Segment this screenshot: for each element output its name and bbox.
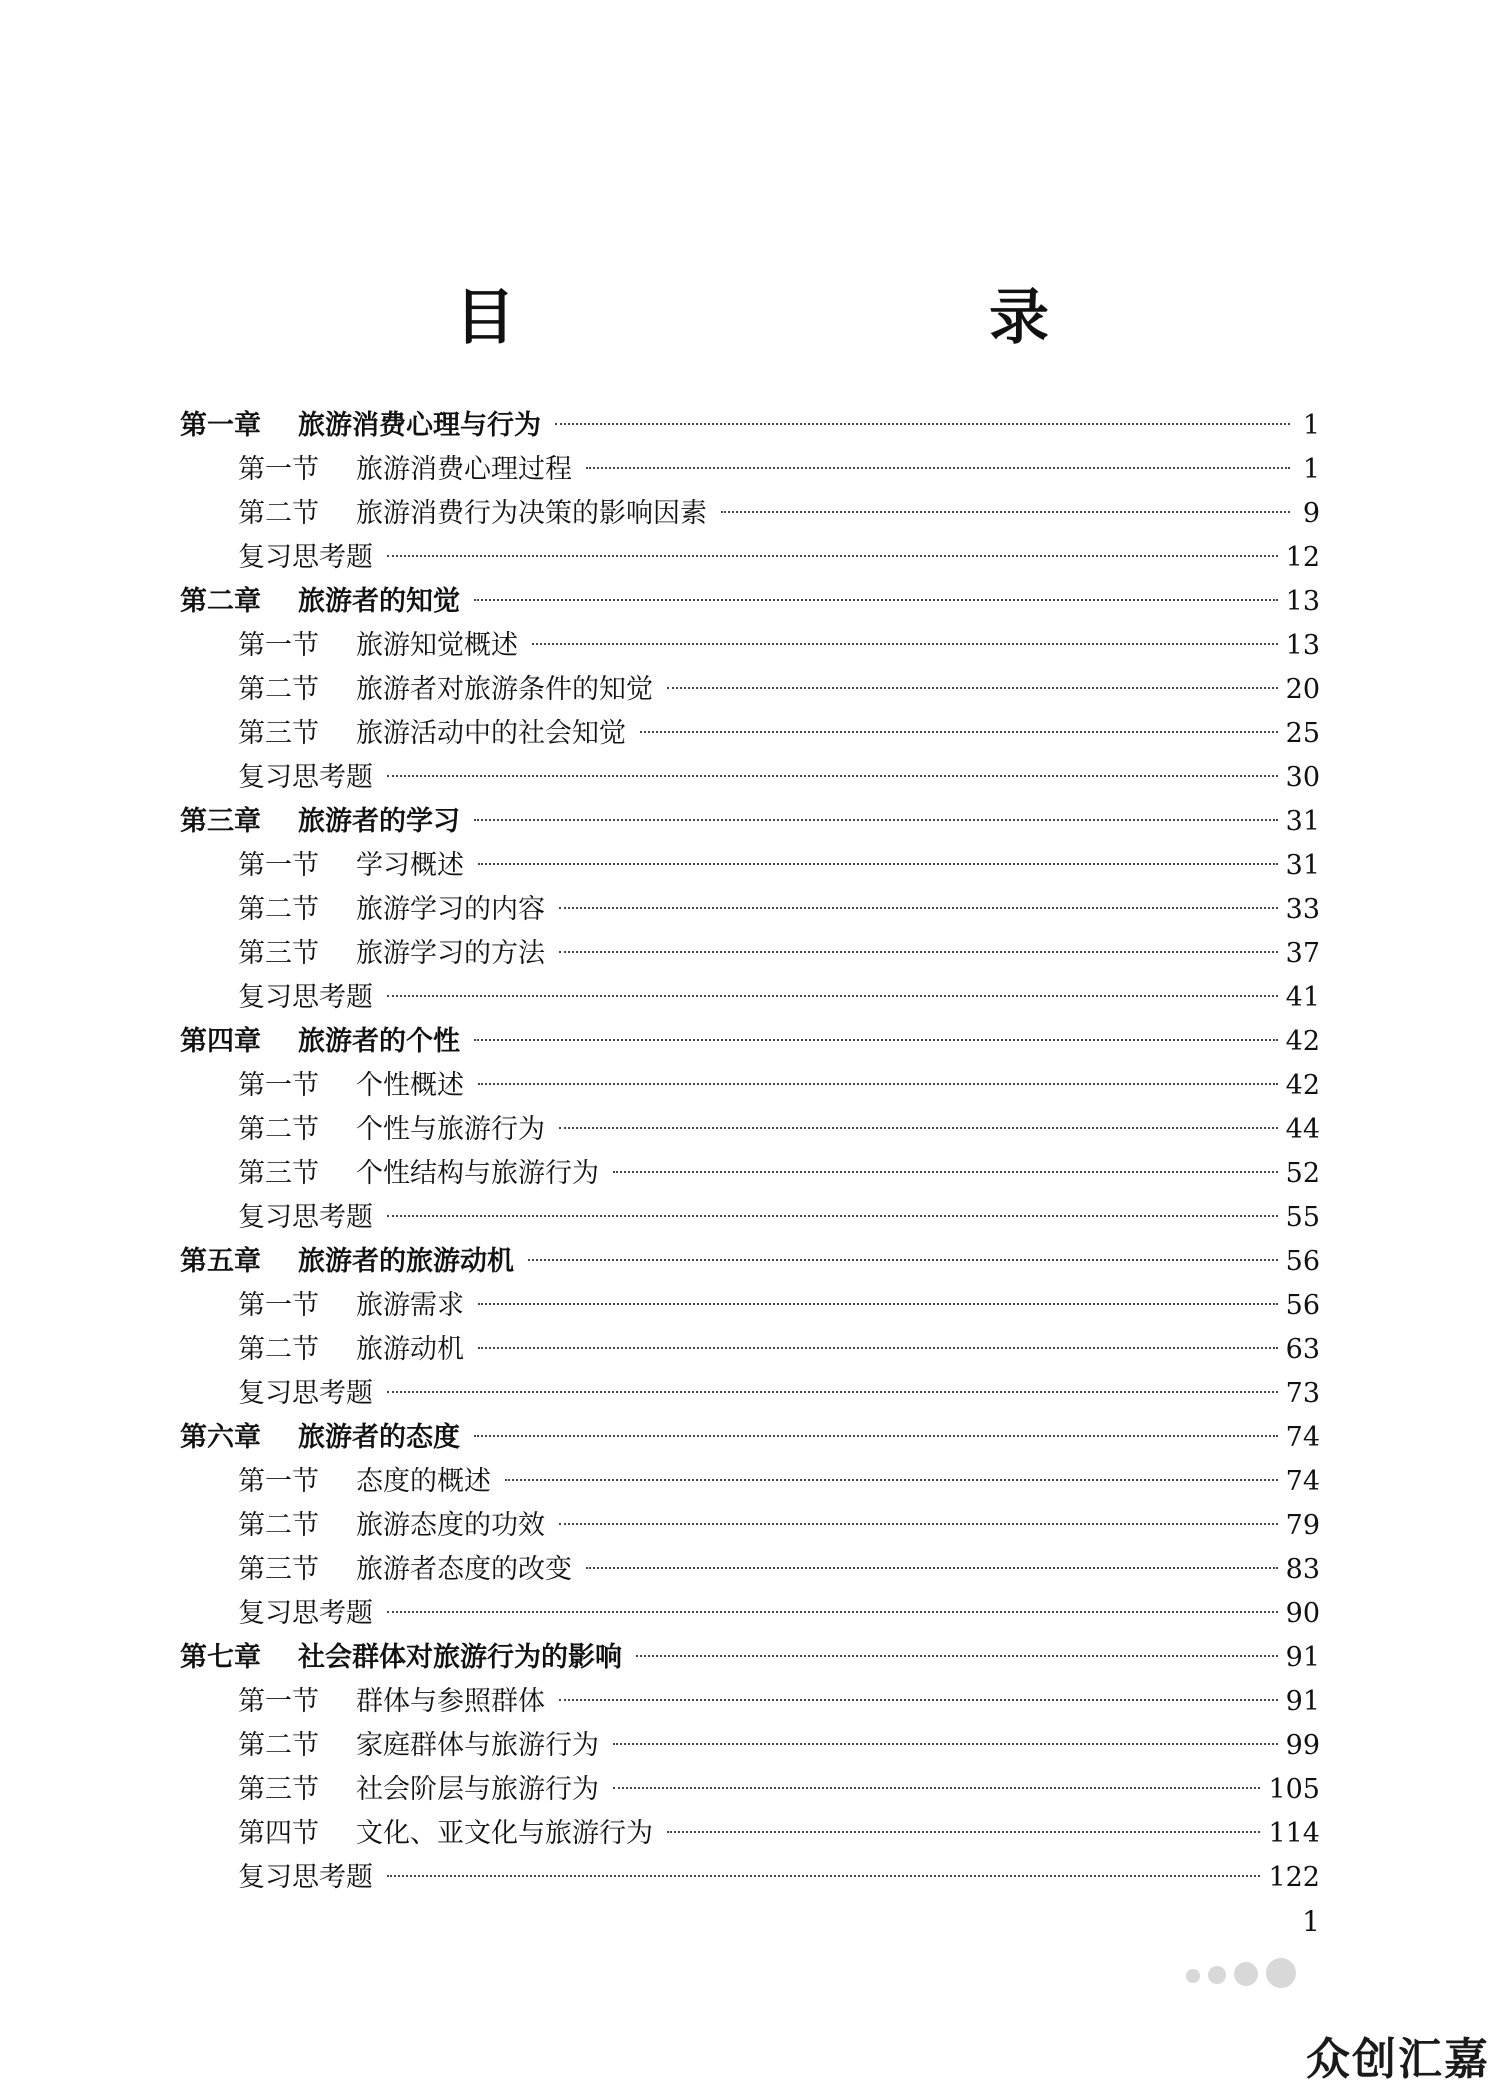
toc-section-row[interactable] (180, 1680, 1320, 1724)
page-number: 1 (1302, 1905, 1320, 1938)
toc-entry-title: 旅游消费心理过程 (356, 454, 572, 485)
toc-section-row[interactable] (180, 1152, 1320, 1196)
toc-entry-number: 第二节 (238, 498, 319, 529)
toc-entry-title: 旅游者态度的改变 (356, 1554, 572, 1585)
toc-review-row[interactable] (180, 1372, 1320, 1416)
toc-section-row[interactable] (180, 1724, 1320, 1768)
toc-entry-title: 旅游态度的功效 (356, 1510, 545, 1541)
toc-section-row[interactable] (180, 1460, 1320, 1504)
dot-leader (478, 1347, 1278, 1349)
toc-entry-number: 第六章 (180, 1422, 261, 1453)
dot-leader (474, 1039, 1278, 1041)
dot-leader (528, 1259, 1278, 1261)
toc-section-row[interactable] (180, 1548, 1320, 1592)
dot-leader (505, 1479, 1278, 1481)
dot-leader (586, 467, 1290, 469)
toc-entry-page: 31 (1285, 806, 1320, 837)
decorative-dot (1266, 1958, 1296, 1988)
toc-entry-title: 学习概述 (356, 850, 464, 881)
toc-entry-title: 个性与旅游行为 (356, 1114, 545, 1145)
toc-entry-title: 复习思考题 (238, 982, 373, 1013)
dot-leader (559, 1699, 1278, 1701)
toc-entry-title: 复习思考题 (238, 542, 373, 573)
toc-section-row[interactable] (180, 1504, 1320, 1548)
toc-entry-page: 105 (1268, 1774, 1320, 1805)
toc-entry-page: 52 (1285, 1158, 1320, 1189)
dot-leader (636, 1655, 1278, 1657)
toc-chapter-row[interactable] (180, 800, 1320, 844)
toc-entry-title: 旅游者的学习 (298, 806, 460, 837)
dot-leader (387, 1215, 1278, 1217)
toc-entry-title: 复习思考题 (238, 1862, 373, 1893)
dot-leader (387, 1875, 1260, 1877)
toc-entry-page: 42 (1285, 1026, 1320, 1057)
decorative-dot (1208, 1966, 1226, 1984)
toc-entry-page: 13 (1285, 630, 1320, 661)
toc-entry-number: 第三节 (238, 1554, 319, 1585)
toc-entry-number: 第三节 (238, 1774, 319, 1805)
toc-entry-title: 复习思考题 (238, 1598, 373, 1629)
toc-entry-title: 旅游者的旅游动机 (298, 1246, 514, 1277)
dot-leader (478, 1303, 1278, 1305)
toc-entry-number: 第七章 (180, 1642, 261, 1673)
toc-entry-page: 30 (1285, 762, 1320, 793)
toc-entry-page: 56 (1285, 1246, 1320, 1277)
toc-section-row[interactable] (180, 1064, 1320, 1108)
toc-chapter-row[interactable] (180, 1636, 1320, 1680)
toc-entry-page: 79 (1285, 1510, 1320, 1541)
toc-chapter-row[interactable] (180, 1416, 1320, 1460)
toc-section-row[interactable] (180, 932, 1320, 976)
toc-review-row[interactable] (180, 1196, 1320, 1240)
toc-section-row[interactable] (180, 624, 1320, 668)
dot-leader (474, 1435, 1278, 1437)
toc-chapter-row[interactable] (180, 1240, 1320, 1284)
toc-entry-number: 第一节 (238, 1070, 319, 1101)
toc-entry-title: 旅游者的个性 (298, 1026, 460, 1057)
toc-chapter-row[interactable] (180, 404, 1320, 448)
dot-leader (474, 599, 1278, 601)
toc-entry-number: 第四章 (180, 1026, 261, 1057)
toc-entry-number: 第二节 (238, 1510, 319, 1541)
toc-entry-page: 13 (1285, 586, 1320, 617)
toc-entry-title: 旅游消费行为决策的影响因素 (356, 498, 707, 529)
dot-leader (478, 863, 1278, 865)
toc-entry-number: 第一节 (238, 1290, 319, 1321)
dot-leader (559, 1127, 1278, 1129)
toc-entry-page: 33 (1285, 894, 1320, 925)
toc-entry-title: 旅游者对旅游条件的知觉 (356, 674, 653, 705)
toc-entry-number: 第四节 (238, 1818, 319, 1849)
toc-entry-page: 114 (1268, 1818, 1320, 1849)
toc-entry-number: 第三节 (238, 718, 319, 749)
dot-leader (387, 995, 1278, 997)
toc-entry-page: 83 (1285, 1554, 1320, 1585)
toc-entry-title: 个性概述 (356, 1070, 464, 1101)
dot-leader (721, 511, 1290, 513)
toc-entry-page: 90 (1285, 1598, 1320, 1629)
dot-leader (532, 643, 1278, 645)
toc-section-row[interactable] (180, 668, 1320, 712)
toc-entry-number: 第一节 (238, 850, 319, 881)
toc-entry-page: 91 (1285, 1686, 1320, 1717)
toc-entry-number: 第三节 (238, 938, 319, 969)
table-of-contents (180, 404, 1320, 1900)
dot-leader (667, 1831, 1260, 1833)
toc-entry-title: 社会阶层与旅游行为 (356, 1774, 599, 1805)
toc-entry-page: 74 (1285, 1466, 1320, 1497)
toc-entry-page: 1 (1302, 410, 1320, 441)
dot-leader (387, 1611, 1278, 1613)
toc-entry-number: 第二节 (238, 894, 319, 925)
toc-review-row[interactable] (180, 756, 1320, 800)
toc-entry-page: 41 (1285, 982, 1320, 1013)
toc-entry-page: 99 (1285, 1730, 1320, 1761)
dot-leader (387, 1391, 1278, 1393)
toc-entry-number: 第二节 (238, 1730, 319, 1761)
toc-entry-page: 73 (1285, 1378, 1320, 1409)
toc-entry-page: 25 (1285, 718, 1320, 749)
decorative-dot (1186, 1969, 1200, 1983)
toc-entry-page: 20 (1285, 674, 1320, 705)
dot-leader (613, 1787, 1260, 1789)
toc-entry-page: 12 (1285, 542, 1320, 573)
dot-leader (387, 775, 1278, 777)
watermark: 众创汇嘉 (1306, 2034, 1490, 2085)
dot-leader (478, 1083, 1278, 1085)
decorative-dot (1234, 1962, 1258, 1986)
toc-section-row[interactable] (180, 1108, 1320, 1152)
toc-entry-page: 63 (1285, 1334, 1320, 1365)
dot-leader (559, 951, 1278, 953)
toc-review-row[interactable] (180, 1856, 1320, 1900)
toc-section-row[interactable] (180, 712, 1320, 756)
toc-entry-number: 第一节 (238, 1686, 319, 1717)
dot-leader (559, 907, 1278, 909)
toc-entry-number: 第一节 (238, 454, 319, 485)
toc-entry-page: 91 (1285, 1642, 1320, 1673)
toc-entry-page: 56 (1285, 1290, 1320, 1321)
toc-entry-number: 第一节 (238, 630, 319, 661)
toc-entry-title: 旅游消费心理与行为 (298, 410, 541, 441)
toc-entry-page: 1 (1302, 454, 1320, 485)
toc-entry-page: 37 (1285, 938, 1320, 969)
dot-leader (613, 1171, 1278, 1173)
toc-entry-page: 31 (1285, 850, 1320, 881)
toc-section-row[interactable] (180, 1812, 1320, 1856)
toc-entry-number: 第二节 (238, 1114, 319, 1145)
toc-entry-number: 第一章 (180, 410, 261, 441)
toc-entry-title: 旅游动机 (356, 1334, 464, 1365)
toc-chapter-row[interactable] (180, 1020, 1320, 1064)
toc-entry-title: 复习思考题 (238, 762, 373, 793)
toc-entry-number: 第二章 (180, 586, 261, 617)
dot-leader (474, 819, 1278, 821)
toc-entry-title: 社会群体对旅游行为的影响 (298, 1642, 622, 1673)
toc-entry-title: 旅游学习的方法 (356, 938, 545, 969)
decorative-dots (1186, 1955, 1316, 1989)
toc-entry-title: 复习思考题 (238, 1202, 373, 1233)
toc-entry-number: 第二节 (238, 1334, 319, 1365)
toc-review-row[interactable] (180, 1592, 1320, 1636)
toc-review-row[interactable] (180, 536, 1320, 580)
toc-entry-title: 旅游者的知觉 (298, 586, 460, 617)
dot-leader (613, 1743, 1278, 1745)
toc-entry-title: 旅游知觉概述 (356, 630, 518, 661)
toc-entry-title: 旅游者的态度 (298, 1422, 460, 1453)
toc-entry-title: 个性结构与旅游行为 (356, 1158, 599, 1189)
toc-entry-title: 文化、亚文化与旅游行为 (356, 1818, 653, 1849)
toc-entry-number: 第三章 (180, 806, 261, 837)
toc-entry-title: 旅游学习的内容 (356, 894, 545, 925)
toc-section-row[interactable] (180, 1328, 1320, 1372)
toc-entry-number: 第二节 (238, 674, 319, 705)
toc-entry-title: 复习思考题 (238, 1378, 373, 1409)
toc-entry-title: 家庭群体与旅游行为 (356, 1730, 599, 1761)
toc-entry-page: 42 (1285, 1070, 1320, 1101)
toc-entry-page: 44 (1285, 1114, 1320, 1145)
toc-entry-number: 第一节 (238, 1466, 319, 1497)
toc-section-row[interactable] (180, 1284, 1320, 1328)
dot-leader (586, 1567, 1278, 1569)
toc-entry-page: 122 (1268, 1862, 1320, 1893)
toc-entry-page: 9 (1302, 498, 1320, 529)
toc-section-row[interactable] (180, 448, 1320, 492)
toc-section-row[interactable] (180, 888, 1320, 932)
dot-leader (667, 687, 1278, 689)
toc-entry-number: 第三节 (238, 1158, 319, 1189)
toc-entry-number: 第五章 (180, 1246, 261, 1277)
toc-section-row[interactable] (180, 1768, 1320, 1812)
toc-entry-title: 旅游活动中的社会知觉 (356, 718, 626, 749)
dot-leader (559, 1523, 1278, 1525)
page-title: 目 录 (455, 283, 1167, 353)
toc-chapter-row[interactable] (180, 580, 1320, 624)
toc-review-row[interactable] (180, 976, 1320, 1020)
dot-leader (555, 423, 1290, 425)
toc-entry-page: 55 (1285, 1202, 1320, 1233)
toc-entry-title: 群体与参照群体 (356, 1686, 545, 1717)
dot-leader (640, 731, 1278, 733)
toc-entry-title: 旅游需求 (356, 1290, 464, 1321)
toc-section-row[interactable] (180, 492, 1320, 536)
dot-leader (387, 555, 1278, 557)
toc-entry-page: 74 (1285, 1422, 1320, 1453)
toc-section-row[interactable] (180, 844, 1320, 888)
toc-entry-title: 态度的概述 (356, 1466, 491, 1497)
